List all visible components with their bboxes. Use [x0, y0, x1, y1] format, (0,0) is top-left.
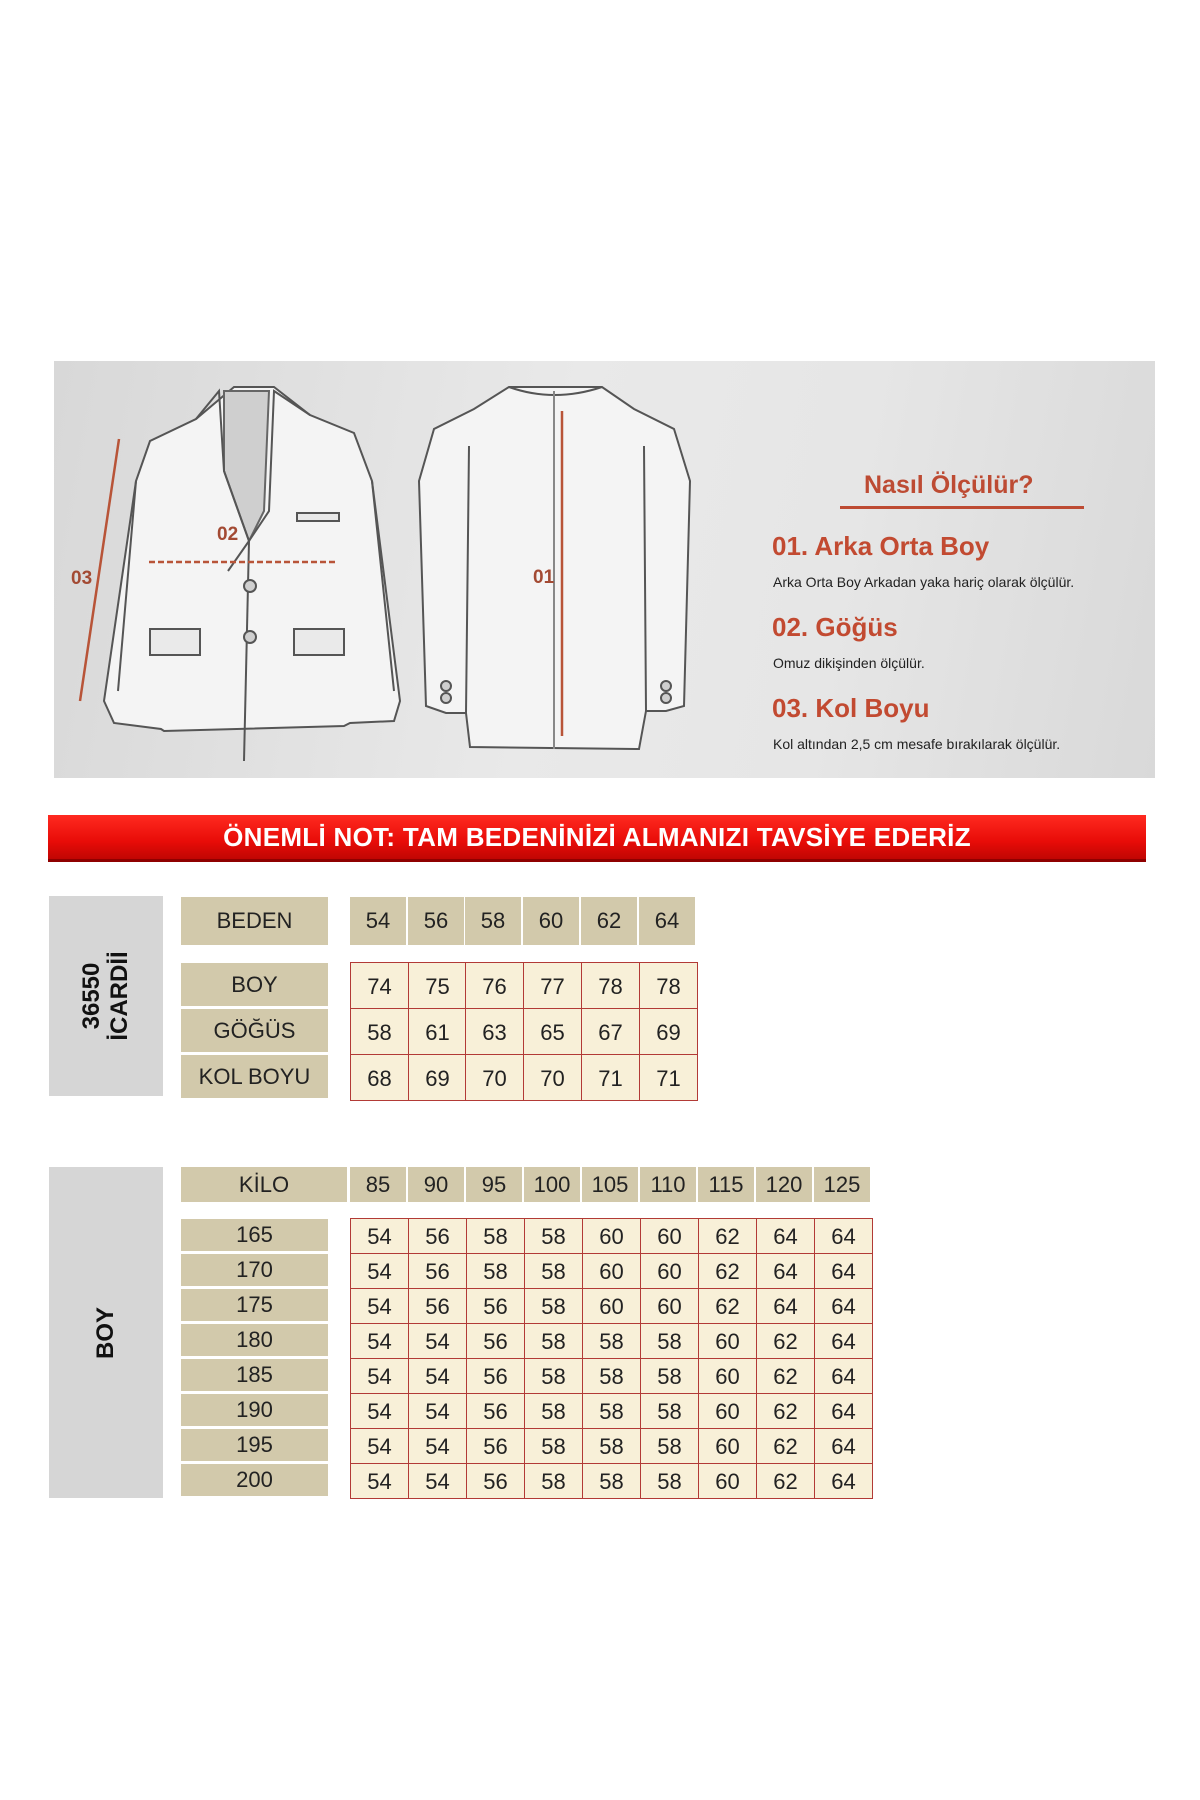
recommended-size-cell: 54: [350, 1218, 409, 1254]
recommended-size-cell: 56: [408, 1253, 467, 1289]
height-row-label: 170: [181, 1254, 328, 1286]
size-header-cell: 62: [581, 897, 637, 945]
recommended-size-cell: 64: [814, 1253, 873, 1289]
chest-label: 02: [217, 524, 239, 545]
recommended-size-cell: 62: [698, 1253, 757, 1289]
height-row-label: 190: [181, 1394, 328, 1426]
recommended-size-cell: 58: [524, 1253, 583, 1289]
height-row-label: 185: [181, 1359, 328, 1391]
size-value-cell: 58: [350, 1008, 409, 1055]
recommended-size-cell: 64: [756, 1253, 815, 1289]
recommended-size-cell: 64: [814, 1218, 873, 1254]
front-jacket-drawing: [104, 387, 400, 761]
recommended-size-cell: 58: [466, 1253, 525, 1289]
recommended-size-cell: 62: [698, 1288, 757, 1324]
recommended-size-cell: 54: [350, 1358, 409, 1394]
size-value-cell: 71: [639, 1054, 698, 1101]
recommended-size-cell: 54: [350, 1428, 409, 1464]
recommended-size-cell: 60: [698, 1323, 757, 1359]
height-row-label: 175: [181, 1289, 328, 1321]
step-3-description: Kol altından 2,5 cm mesafe bırakılarak ölçülür.: [773, 736, 1061, 752]
recommended-size-cell: 64: [814, 1463, 873, 1499]
recommended-size-cell: 58: [582, 1393, 641, 1429]
recommended-size-cell: 58: [582, 1323, 641, 1359]
recommended-size-cell: 58: [524, 1428, 583, 1464]
recommended-size-cell: 62: [756, 1428, 815, 1464]
recommended-size-cell: 56: [466, 1358, 525, 1394]
recommended-size-cell: 60: [640, 1218, 699, 1254]
size-value-cell: 71: [581, 1054, 640, 1101]
size-header-cell: 56: [408, 897, 464, 945]
recommended-size-cell: 56: [408, 1288, 467, 1324]
recommended-size-cell: 58: [582, 1428, 641, 1464]
recommended-size-cell: 60: [582, 1218, 641, 1254]
back-length-label: 01: [533, 567, 555, 588]
recommended-size-cell: 60: [698, 1463, 757, 1499]
recommended-size-cell: 60: [582, 1288, 641, 1324]
size-header-cell: 60: [523, 897, 579, 945]
recommended-size-cell: 54: [408, 1463, 467, 1499]
recommended-size-cell: 56: [466, 1428, 525, 1464]
size-value-cell: 68: [350, 1054, 409, 1101]
step-1-heading: 01. Arka Orta Boy: [772, 531, 990, 561]
recommended-size-cell: 56: [466, 1463, 525, 1499]
weight-header-cell: 100: [524, 1167, 580, 1202]
how-to-measure-title: Nasıl Ölçülür?: [864, 471, 1034, 499]
recommended-size-cell: 60: [640, 1288, 699, 1324]
weight-header-cell: 115: [698, 1167, 754, 1202]
recommended-size-cell: 58: [524, 1323, 583, 1359]
height-row-label: 180: [181, 1324, 328, 1356]
recommended-size-cell: 64: [814, 1323, 873, 1359]
recommended-size-cell: 58: [524, 1218, 583, 1254]
recommended-size-cell: 58: [524, 1288, 583, 1324]
recommended-size-cell: 54: [408, 1428, 467, 1464]
size-row-label: GÖĞÜS: [181, 1009, 328, 1052]
recommended-size-cell: 56: [408, 1218, 467, 1254]
step-2-heading: 02. Göğüs: [772, 612, 898, 642]
recommended-size-cell: 64: [814, 1288, 873, 1324]
recommended-size-cell: 64: [756, 1288, 815, 1324]
recommended-size-cell: 62: [756, 1393, 815, 1429]
recommended-size-cell: 60: [698, 1393, 757, 1429]
height-side-text: BOY: [92, 1306, 119, 1359]
recommended-size-cell: 56: [466, 1393, 525, 1429]
recommended-size-cell: 64: [814, 1393, 873, 1429]
recommended-size-cell: 62: [756, 1323, 815, 1359]
height-side-label: [49, 1167, 163, 1498]
weight-header-cell: 95: [466, 1167, 522, 1202]
recommended-size-cell: 58: [524, 1463, 583, 1499]
recommended-size-cell: 62: [756, 1358, 815, 1394]
recommended-size-cell: 58: [524, 1393, 583, 1429]
size-value-cell: 70: [465, 1054, 524, 1101]
size-value-cell: 78: [639, 962, 698, 1009]
size-row-label: BOY: [181, 963, 328, 1006]
step-3-heading: 03. Kol Boyu: [772, 693, 930, 723]
recommended-size-cell: 54: [408, 1358, 467, 1394]
kilo-header-label: KİLO: [181, 1167, 347, 1202]
recommended-size-cell: 62: [698, 1218, 757, 1254]
recommended-size-cell: 54: [350, 1253, 409, 1289]
title-underline: [840, 506, 1084, 509]
recommended-size-cell: 58: [640, 1463, 699, 1499]
recommended-size-cell: 54: [350, 1393, 409, 1429]
recommended-size-cell: 54: [408, 1323, 467, 1359]
size-value-cell: 67: [581, 1008, 640, 1055]
recommended-size-cell: 58: [640, 1393, 699, 1429]
recommended-size-cell: 64: [814, 1358, 873, 1394]
size-value-cell: 70: [523, 1054, 582, 1101]
weight-header-cell: 125: [814, 1167, 870, 1202]
size-header-cell: 58: [465, 897, 521, 945]
size-header-cell: 64: [639, 897, 695, 945]
beden-header-label: BEDEN: [181, 897, 328, 945]
step-1-description: Arka Orta Boy Arkadan yaka hariç olarak ölçülür.: [773, 574, 1075, 590]
weight-header-cell: 120: [756, 1167, 812, 1202]
size-value-cell: 77: [523, 962, 582, 1009]
recommended-size-cell: 58: [640, 1358, 699, 1394]
recommended-size-cell: 62: [756, 1463, 815, 1499]
back-jacket-drawing: [419, 387, 690, 749]
recommended-size-cell: 54: [408, 1393, 467, 1429]
recommended-size-cell: 58: [640, 1428, 699, 1464]
recommended-size-cell: 54: [350, 1288, 409, 1324]
size-value-cell: 75: [408, 962, 467, 1009]
weight-header-cell: 90: [408, 1167, 464, 1202]
weight-header-cell: 105: [582, 1167, 638, 1202]
size-value-cell: 69: [408, 1054, 467, 1101]
recommended-size-cell: 58: [466, 1218, 525, 1254]
size-row-label: KOL BOYU: [181, 1055, 328, 1098]
size-value-cell: 69: [639, 1008, 698, 1055]
product-name: İCARDİİ: [106, 951, 133, 1041]
recommended-size-cell: 64: [814, 1428, 873, 1464]
height-row-label: 200: [181, 1464, 328, 1496]
important-note-banner: ÖNEMLİ NOT: TAM BEDENİNİZİ ALMANIZI TAVSİYE EDERİZ: [48, 815, 1146, 862]
sleeve-label: 03: [71, 568, 93, 589]
recommended-size-cell: 54: [350, 1323, 409, 1359]
size-value-cell: 61: [408, 1008, 467, 1055]
recommended-size-cell: 60: [582, 1253, 641, 1289]
height-row-label: 165: [181, 1219, 328, 1251]
recommended-size-cell: 60: [640, 1253, 699, 1289]
recommended-size-cell: 56: [466, 1288, 525, 1324]
size-value-cell: 76: [465, 962, 524, 1009]
product-code: 36550: [78, 962, 105, 1030]
recommended-size-cell: 56: [466, 1323, 525, 1359]
recommended-size-cell: 64: [756, 1218, 815, 1254]
size-value-cell: 78: [581, 962, 640, 1009]
recommended-size-cell: 58: [524, 1358, 583, 1394]
recommended-size-cell: 58: [582, 1358, 641, 1394]
size-value-cell: 63: [465, 1008, 524, 1055]
recommended-size-cell: 60: [698, 1428, 757, 1464]
size-value-cell: 74: [350, 962, 409, 1009]
measurement-diagram-panel: [54, 361, 1155, 778]
recommended-size-cell: 54: [350, 1463, 409, 1499]
weight-header-cell: 110: [640, 1167, 696, 1202]
recommended-size-cell: 58: [640, 1323, 699, 1359]
size-header-cell: 54: [350, 897, 406, 945]
height-row-label: 195: [181, 1429, 328, 1461]
recommended-size-cell: 60: [698, 1358, 757, 1394]
step-2-description: Omuz dikişinden ölçülür.: [773, 655, 925, 671]
size-value-cell: 65: [523, 1008, 582, 1055]
recommended-size-cell: 58: [582, 1463, 641, 1499]
product-code-side-label: [49, 896, 163, 1096]
jacket-illustrations: [54, 361, 1155, 778]
weight-header-cell: 85: [350, 1167, 406, 1202]
